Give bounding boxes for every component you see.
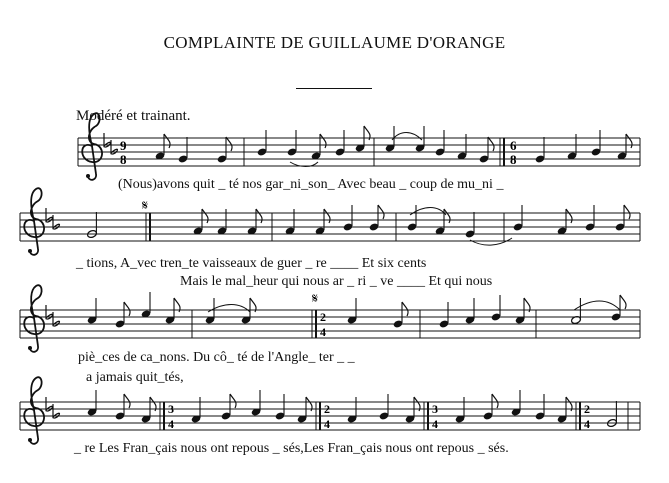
- lyric-line-4: _ re Les Fran_çais nous ont repous _ sés,Les Fran_çais nous ont repous _ sés.: [74, 441, 509, 456]
- treble-clef-icon: [82, 113, 102, 180]
- svg-text:8: 8: [510, 152, 517, 167]
- song-title: COMPLAINTE DE GUILLAUME D'ORANGE: [163, 33, 506, 52]
- time-sig-9-8: 9: [120, 138, 127, 153]
- svg-text:6: 6: [510, 138, 517, 153]
- svg-text:4: 4: [168, 417, 174, 431]
- staff-system-1: [78, 113, 640, 180]
- svg-text:4: 4: [320, 325, 326, 339]
- svg-text:𝄋: 𝄋: [312, 292, 319, 307]
- svg-text:4: 4: [584, 417, 590, 431]
- staff-system-4: [20, 377, 640, 444]
- svg-text:4: 4: [324, 417, 330, 431]
- lyric-line-3b: a jamais quit_tés,: [86, 370, 184, 385]
- svg-text:2: 2: [320, 310, 326, 324]
- staff-system-3: [20, 285, 640, 352]
- svg-text:2: 2: [324, 402, 330, 416]
- svg-text:4: 4: [432, 417, 438, 431]
- tempo-marking: Modéré et trainant.: [76, 108, 191, 124]
- svg-text:𝄋: 𝄋: [142, 199, 149, 214]
- lyric-line-1: (Nous)avons quit _ té nos gar_ni_son_ Avec beau _ coup de mu_ni _: [118, 177, 504, 192]
- svg-text:2: 2: [584, 402, 590, 416]
- svg-text:3: 3: [168, 402, 174, 416]
- svg-text:3: 3: [432, 402, 438, 416]
- svg-text:8: 8: [120, 152, 127, 167]
- lyric-line-2a: _ tions, A_vec tren_te vaisseaux de guer _ re ____ Et six cents: [76, 256, 427, 271]
- staff-system-2: [20, 188, 640, 255]
- lyric-line-3a: piè_ces de ca_nons. Du cô_ té de l'Angle_ ter _ _: [78, 350, 355, 365]
- lyric-line-2b: Mais le mal_heur qui nous ar _ ri _ ve ____ Et qui nous: [180, 274, 493, 289]
